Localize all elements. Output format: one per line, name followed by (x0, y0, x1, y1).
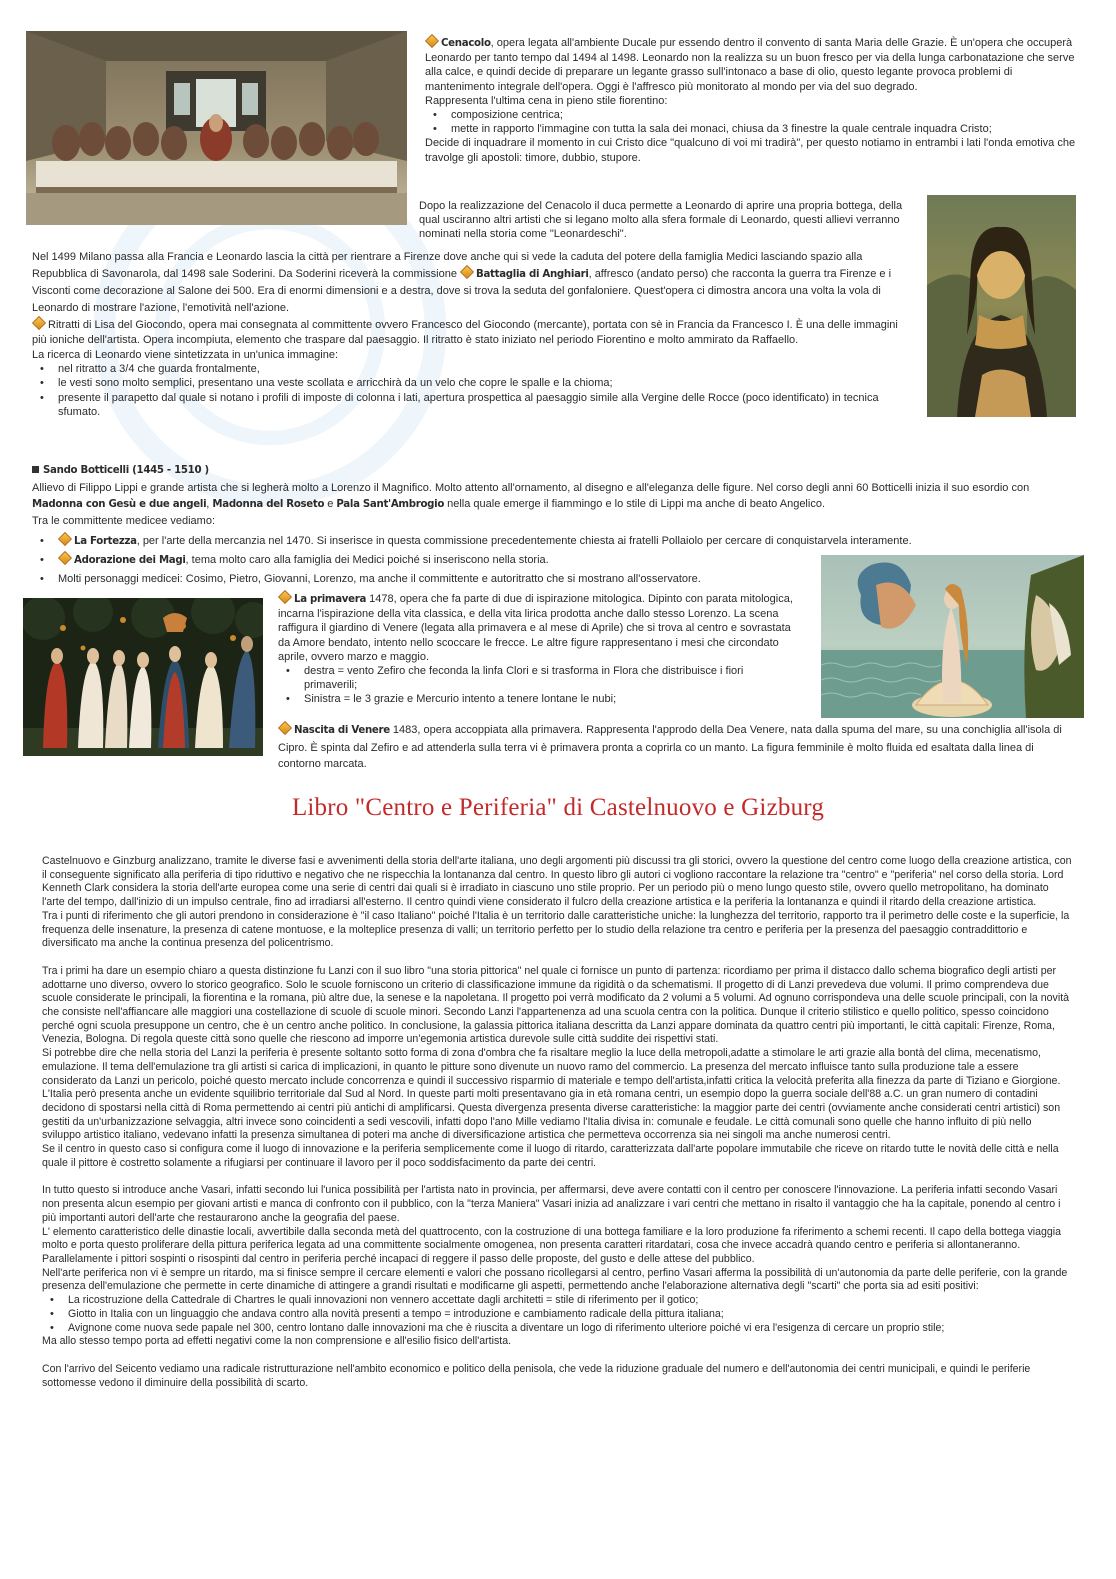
ricerca-bullet-list (32, 362, 908, 419)
monna-lisa-image (927, 195, 1076, 417)
work-title: La primavera (294, 594, 367, 605)
libro-paragraph-8: L' elemento caratteristico delle dinastie locali, avvertibile dalla seconda metà del quattrocento, con la costruzione di una bottega familiare e la loro produzione fa riferimento a schemi recenti. Il capo della bottega viaggia molto e porta questo proliferare della pittura periferica legata ad una committente socialmente omogenea, non presenta caratteri ritardatari, cosa che invece accadrà quando centro e periferia si allontaneranno. Parallelamente i pittori sospinti o risospinti dal centro in periferia perché incapaci di reggere il passo delle proposte, del gusto e delle attese del pubblico. (42, 1225, 1062, 1265)
committ-paragraph: Tra le committente medicee vediamo: (32, 515, 215, 528)
list-item: • La ricostruzione della Cattedrale di Chartres le quali innovazioni non vennero accettate dagli architetti = stile di riferimento per il gotico; (42, 1294, 1072, 1308)
diamond-bullet-icon (32, 316, 46, 330)
libro-body (42, 855, 1072, 1390)
venere-section (278, 722, 1068, 773)
botticelli-paragraph (32, 480, 1076, 513)
lisa-section (32, 318, 908, 419)
diamond-bullet-icon (425, 34, 439, 48)
milano-section (32, 249, 908, 317)
list-item: • mette in rapporto l'immagine con tutta la sala dei monaci, chiusa da 3 finestre la quale centrale inquadra Cristo; (425, 122, 1077, 136)
cenacolo-paragraph (425, 36, 1077, 94)
cenacolo-rappresenta: Rappresenta l'ultima cena in pieno stile fiorentino: (425, 94, 668, 107)
ricerca-paragraph: La ricerca di Leonardo viene sintetizzata in un'unica immagine: (32, 349, 338, 361)
list-item: • composizione centrica; (425, 108, 1077, 122)
milano-text: Nel 1499 Milano passa alla Francia e Leonardo lascia la città per rientrare a Firenze dove anche qui si vede la caduta del potere della famiglia Medici lasciando spazio alla Repubblica di Savonarola, dal 1498 sale Soderini. Da Soderini riceverà la commissione (32, 251, 863, 280)
work-title: Pala Sant'Ambrogio (336, 499, 445, 511)
page-title: Libro "Centro e Periferia" di Castelnuovo e Gizburg (291, 794, 825, 821)
work-title: Madonna del Roseto (212, 499, 325, 511)
work-title: La Fortezza (74, 536, 137, 548)
libro-bullet-list (42, 1294, 1072, 1335)
lisa-text: Ritratti di Lisa del Giocondo, opera mai consegnata al committente ovvero Francesco del Giocondo (mercante), portata con sè in Francia da Francesco I. È una delle immagini più ioniche dell'artista. Opera incompiuta, elemento che traspare dal paesaggio. Il ritratto è stato iniziato nel periodo Fiorentino e molto ammirato da Raffaello. (32, 319, 898, 346)
cenacolo-text: , opera legata all'ambiente Ducale pur essendo dentro il convento di santa Maria delle Grazie. È un'opera che occuperà Leonardo per tanto tempo dal 1494 al 1498. Leonardo non la realizza su un buon fresco per via della lunga carbonatazione che serve alla calce, e quindi decide di preparare un legante grasso sull'intonaco a base di olio, questo legante provoca problemi di mantenimento integrale dell'opera. Oggi è l'affresco più monitorato al mondo per via del suo degrado. (425, 37, 1075, 93)
cenacolo-image (26, 31, 407, 225)
libro-paragraph-4: Si potrebbe dire che nella storia del Lanzi la periferia è presente soltanto sotto forma di zona d'ombra che fa risaltare meglio la luce della metropoli,adatte a stimolare le arti grazie alla bontà del clima, mecenatismo, emulazione. Il tema dell'emulazione tra gli artisti si carica di implicazioni, in quanto le pitture sono divenute un nuovo ramo del commercio. La presenza del mercato influisce tanto sulla produzione tale a essere considerato da Lanzi un pericolo, poiché questo mercato include concorrenza e quindi il successivo risparmio di materiale e tempo dell'artista,infatti critica la velocità preferita alla finezza da parte di Tiziano e Giorgione. (42, 1047, 1061, 1087)
primavera-text: 1478, opera che fa parte di due di ispirazione mitologica. Dipinto con parata mitologica, incarna l'ispirazione della vita classica, e della vita lirica prodotta anche dallo stesso Lorenzo. La scena raffigura il giardino di Venere (legata alla primavera e al mese di Aprile) che si trova al centro e sovrastata da Amore bendato, intento nello scoccare le frecce. Le altre figure rappresentano i mesi che circondato aprile, ovvero marzo e maggio. (278, 593, 793, 663)
primavera-bullet-list (278, 664, 796, 707)
cenacolo-decide: Decide di inquadrare il momento in cui Cristo dice "qualcuno di voi mi tradirà", per questo notiamo in entrambi i lati l'onda emotiva che travolge gli apostoli: timore, dubbio, stupore. (425, 137, 1076, 164)
botticelli-heading (32, 463, 1076, 478)
libro-paragraph-9: Nell'arte periferica non vi è sempre un ritardo, ma si finisce sempre il cercare elementi e valori che possano ricollegarsi al centro, perfino Vasari afferma la possibilità di un'autonomia da parte delle periferie, con la grande presenza dell'emulazione che permette in certe dinamiche di attingere a grandi risultati e modificarne gli aspetti, permettendo anche l'elaborazione alternativa degli "scarti" che porta sia ad esiti positivi: (42, 1266, 1068, 1293)
venere-text: 1483, opera accoppiata alla primavera. Rappresenta l'approdo della Dea Venere, nata dalla spuma del mare, su una conchiglia all'isola di Cipro. È spinta dal Zefiro e ad attenderla sulla terra vi è primavera pronta a coprirla co un manto. La figura femminile è molto fluida ed esaltata dalla linea di contorno marcata. (278, 724, 1062, 770)
list-item: • nel ritratto a 3/4 che guarda frontalmente, (32, 362, 908, 376)
square-bullet-icon (32, 466, 39, 473)
list-item: • destra = vento Zefiro che feconda la linfa Clori e si trasforma in Flora che distribuisce i fiori primaverili; (278, 664, 796, 692)
primavera-image (23, 598, 263, 756)
libro-paragraph-10: Ma allo stesso tempo porta ad effetti negativi come la non comprensione e all'esilio fisico dell'artista. (42, 1335, 512, 1348)
cenacolo-section (425, 36, 1077, 165)
libro-paragraph-3: Tra i primi ha dare un esempio chiaro a questa distinzione fu Lanzi con il suo libro "una storia pittorica" nel quale ci fornisce un punto di partenza: ricordiamo per prima il distacco dallo schema biografico degli artisti per adottarne uno diverso, ovvero lo storico geografico. Solo le scuole forniscono un criterio di classificazione immune da rigidità o da schematismi. Il progetto di di Lanzi prevedeva due volumi. Il primo comprendeva due scuole considerate le principali, la fiorentina e la romana, più altre due, la senese e la napoletana. Il progetto poi verrà modificato da 2 volumi a 5 volumi. Ad ognuno corrispondeva una delle scuole principali, con la novità che consiste nell'affiancare alle maggiori una costellazione di scuole di scuole minori. Secondo Lanzi l'appartenenza ad una scuola centra con la politica. Dunque il criterio stilistico e quello politico, spesso coincidono perché ogni scuola presuppone un centro, che è un centro anche politico. In conclusione, la galassia pittorica italiana descritta da Lanzi appare dominata da quattro centri più importanti, le città capitali: Firenze, Roma, Venezia, Bologna. Di regola queste città sono quelle che riescono ad imporre un'egemonia artistica durevole sulle città suddite dei rispettivi stati. (42, 964, 1070, 1046)
cenacolo-bullet-list (425, 108, 1077, 136)
diamond-bullet-icon (278, 721, 292, 735)
milano-text-2: , affresco (andato perso) che racconta la guerra tra Firenze e i Visconti come decorazione al Salone dei 500. Era di enormi dimensioni e a destra, dove si trova la seduta del gonfaloniere. Quest'opera ci dimostra ancora una volta la vola di Leonardo di mostrare l'azione, l'emotività nell'azione. (32, 268, 892, 314)
diamond-bullet-icon (278, 590, 292, 604)
work-title: Nascita di Venere (294, 725, 390, 736)
primavera-paragraph (278, 592, 796, 664)
work-title: Madonna con Gesù e due angeli (32, 499, 207, 511)
primavera-section (278, 592, 796, 721)
separator: e (324, 498, 337, 511)
list-item: • Sinistra = le 3 grazie e Mercurio intento a tenere lontane le nubi; (278, 692, 796, 706)
list-item: • Avignone come nuova sede papale nel 300, centro lontano dalle innovazioni ma che è riuscita a diventare un logo di riferimento ulteriore poiché vi era l'esigenza di cercare un proprio stile; (42, 1322, 1072, 1336)
libro-paragraph-2: Tra i punti di riferimento che gli autori prendono in considerazione è "il caso Italiano" poiché l'Italia è un territorio dalle caratteristiche uniche: la lunghezza del territorio, rapporto tra il perimetro delle coste e la superficie, la frequenza delle insenature, la presenza di catene montuose, e la molteplice presenza di valli; un territorio perfetto per lo studio della relazione tra centro e periferia per la presenza del paesaggio contraddittorio e diversificato ma anche la continua presenza del policentrismo. (42, 909, 1070, 950)
list-item: • Giotto in Italia con un linguaggio che andava contro alla novità presenti a tempo = introduzione e cambiamento radicale della pittura italiana; (42, 1308, 1072, 1322)
list-item: • le vesti sono molto semplici, presentano una veste scollata e arricchirà da un velo che copre le spalle e la chioma; (32, 376, 908, 390)
list-item (32, 532, 1076, 551)
libro-paragraph-11: Con l'arrivo del Seicento vediamo una radicale ristrutturazione nell'ambito economico e politico della penisola, che vede la riduzione graduale del numero e dell'autonomia dei centri municipali, e quindi le periferie sottomesse vedono il diminuire della possibilità di scarto. (42, 1362, 1031, 1389)
lisa-paragraph (32, 318, 908, 348)
venere-paragraph (278, 722, 1068, 773)
anghiari-title: Battaglia di Anghiari (476, 269, 589, 280)
libro-paragraph-6: Se il centro in questo caso si configura come il luogo di innovazione e la periferia semplicemente come il luogo di ritardo, caratterizzata dall'arte popolare immutabile che riceve on ritardo tutte le novità delle città e nella quale il pittore è costretto solamente a rifugiarsi per continuare il lavoro per il poco soddisfacimento da parte dei centri. (42, 1143, 1059, 1169)
botticelli-text: Allievo di Filippo Lippi e grande artista che si legherà molto a Lorenzo il Magnifico. Molto attento all'ornamento, al disegno e all'eleganza delle figure. Nel corso degli anni 60 Botticelli inizia il suo esordio con (32, 482, 1030, 495)
diamond-bullet-icon (460, 265, 474, 279)
botticelli-heading-text: Sando Botticelli (1445 - 1510 ) (43, 465, 209, 476)
libro-paragraph-1: Castelnuovo e Ginzburg analizzano, tramite le diverse fasi e avvenimenti della storia dell'arte italiana, uno degli argomenti più discussi tra gli storici, ovvero la questione del centro come luogo della creazione artistica, con il conseguente significato alla periferia di tipo riduttivo e negativo che ne rispecchia la lontananza dal centro. In questo libro gli autori ci vogliono raccontare la relazione tra "centro" e "periferia" nel corso della storia. Lord Kenneth Clark considera la storia dell'arte europea come una serie di centri dai quali si è irradiato in ciascuno uno stile proprio. Per un periodo più o meno lungo questo stile, ovvero quello metropolitano, ha dominato l'arte del tempo, dall'inizio di un impulso centrale, fino ad irradiarsi all'esterno. Il centro quindi viene considerato il fulcro della creazione artistica e la periferia la lontananza e quindi il ritardo della creazione artistica. (42, 855, 1072, 909)
nascita-venere-image (821, 555, 1084, 718)
milano-paragraph (32, 249, 908, 317)
cenacolo-title: Cenacolo (441, 38, 491, 49)
list-item: • Molti personaggi medicei: Cosimo, Pietro, Giovanni, Lorenzo, ma anche il committente e autoritratto che si mostrano all'osservatore. (32, 570, 1076, 588)
libro-paragraph-5: L'Italia però presenta anche un evidente squilibrio territoriale dal Sud al Nord. In queste parti molti presentavano gia in età romana centri, un esempio dopo la guerra sociale dell'88 a.C. un gran numero di contadini decidono di spostarsi nella città di Roma permettendo ai centri più antichi di amplificarsi. Questa divergenza presenta diverse caratteristiche: la maggior parte dei centri (ovviamente anche considerati centri artistici) son gestiti da un'urbanizzazione selvaggia, altri invece sono coincidenti a sedi vescovili, infatti dopo l'ano Mille vediamo l'Italia divisa in: comunale e feudale. Le città comunali sono quelle che hanno influito di più nello sviluppo artistico italiano, vedevano infatti la presenza simultanea di poteri ma anche di diversificazione artistica che permetteva occorrenza sia nei singoli ma anche numerosi centri. (42, 1088, 1061, 1142)
leonardeschi-paragraph: Dopo la realizzazione del Cenacolo il duca permette a Leonardo di aprire una propria bottega, della qual usciranno altri artisti che si legano molto alla sfera formale di Leonardo, questi allievi verranno nominati nella storia come "Leonardeschi". (419, 200, 903, 241)
list-item: • presente il parapetto dal quale si notano i profili di imposte di colonna i lati, apertura prospettica al paesaggio simile alla Vergine delle Rocce (poco identificato) in tecnica sfumato. (32, 391, 908, 419)
work-title: Adorazione dei Magi (74, 555, 186, 567)
diamond-bullet-icon (58, 532, 72, 546)
libro-paragraph-7: In tutto questo si introduce anche Vasari, infatti secondo lui l'unica possibilità per l'artista nato in provincia, per affermarsi, deve avere contatti con il centro per conoscere l'innovazione. La periferia infatti secondo Vasari non presenta alcun esempio per giovani artisti e manca di confronto con il pubblico, con la "terza Maniera" Vasari inizia ad analizzare i vari centri che mettano in risalto il vantaggio che ha la capitale, ponendo al centro i più importanti autori dell'arte che restaurarono anche la geografia del paese. (42, 1184, 1061, 1224)
botticelli-text-2: nella quale emerge il fiammingo e lo stile di Lippi ma anche di beato Angelico. (444, 498, 825, 511)
diamond-bullet-icon (58, 551, 72, 565)
separator: , (206, 498, 213, 511)
fortezza-text: , per l'arte della mercanzia nel 1470. Si inserisce in questa commissione precedentemente chiesta ai fratelli Pollaiolo per cercare di conquistarvela interamente. (136, 535, 912, 548)
magi-text: , tema molto caro alla famiglia dei Medici poiché si inseriscono nella storia. (185, 554, 549, 567)
